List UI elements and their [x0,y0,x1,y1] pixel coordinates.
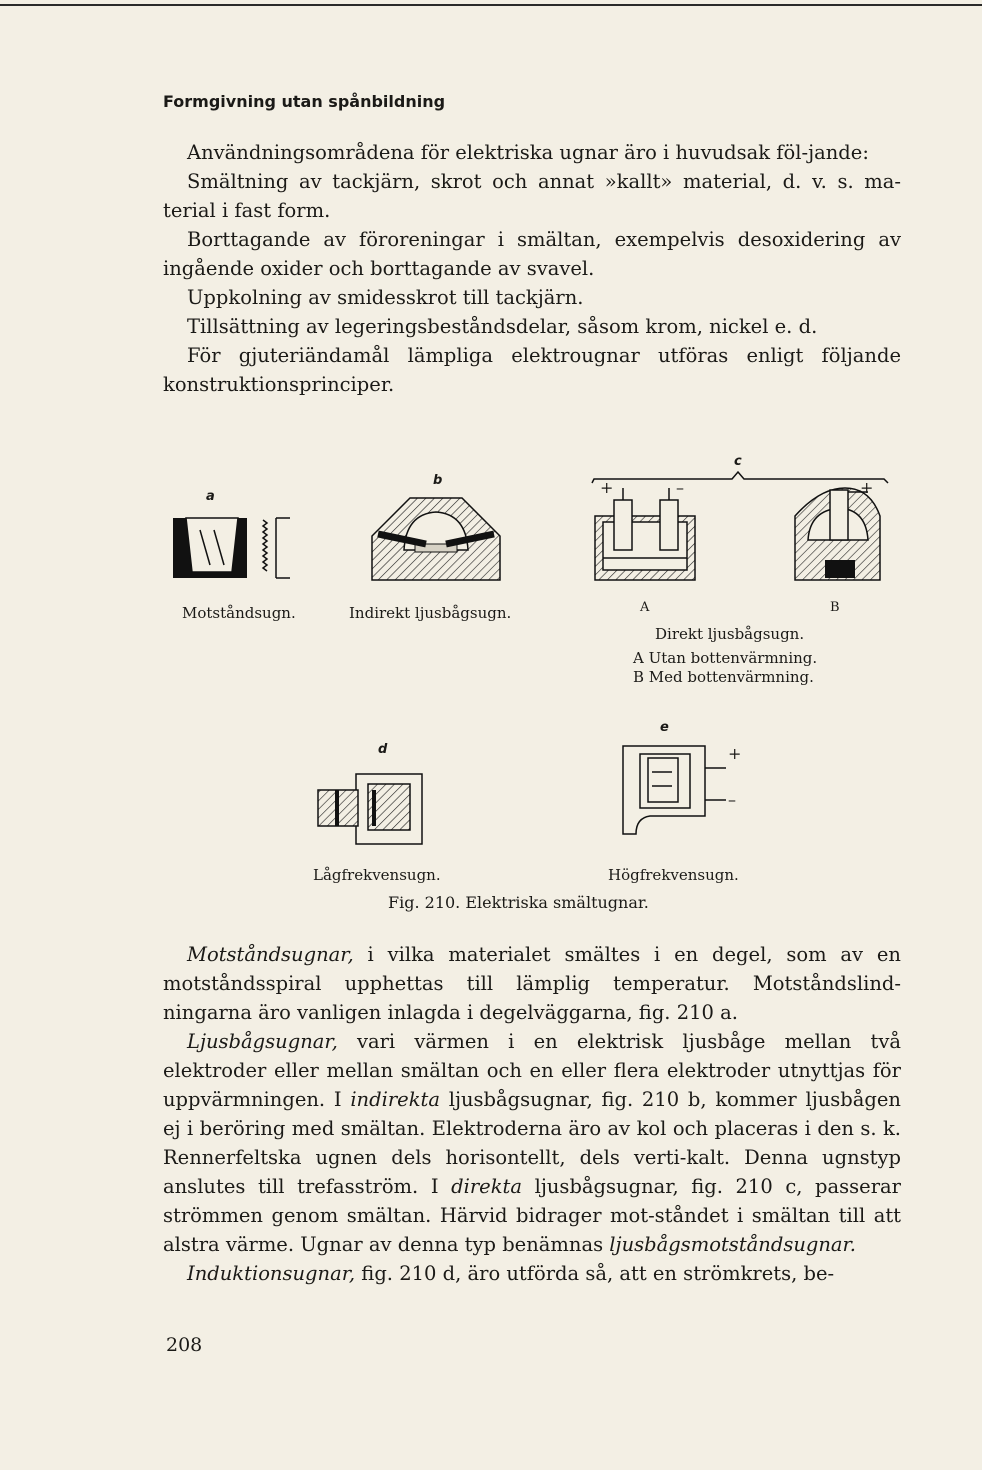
caption-e: Högfrekvensugn. [608,866,739,884]
figure-caption: Fig. 210. Elektriska smältugnar. [388,893,649,912]
furnace-cB-electrode [830,490,848,540]
furnace-a-drawing [173,518,290,578]
term-induktionsugnar: Induktionsugnar, [187,1262,356,1285]
furnace-a-coil [263,520,267,571]
furnace-cB-drawing [795,488,880,580]
caption-a: Motståndsugn. [182,604,296,622]
furnace-e-crucible [648,758,678,802]
figure-label-d: d [378,742,388,757]
furnace-b-drawing [372,498,500,580]
figure-label-a: a [206,489,215,504]
paragraph-ljusbagsugnar: Ljusbågsugnar, vari värmen i en elektrisk ljusbåge mellan två elektroder eller mellan smältan och en eller flera elektroder utnyttjas för uppvärmningen. I indirekta ljusbågsugnar, fig. 210 b, kommer ljusbågen ej i beröring med smältan. Elektroderna äro av kol och placeras i den s. k. Rennerfeltska ugnen dels horisontellt, dels verti-kalt. Denna ugnstyp anslutes till trefasström. I direkta ljusbågsugnar, fig. 210 c, passerar strömmen genom smältan. Härvid bidrager mot-ståndet i smältan till att alstra värme. Ugnar av denna typ benämnas ljusbågsmotståndsugnar. [163,1030,901,1256]
intro-line: Tillsättning av legeringsbeståndsdelar, såsom krom, nickel e. d. [187,315,818,338]
intro-line: Uppkolning av smidesskrot till tackjärn. [187,286,584,309]
paragraph-induktionsugnar: Induktionsugnar, fig. 210 d, äro utförda så, att en strömkrets, be- [187,1262,835,1285]
furnace-cA-electrode-right [660,500,678,550]
furnace-cA-drawing [595,488,695,580]
caption-c-title: Direkt ljusbågsugn. [655,625,805,643]
polarity-minus: – [728,790,736,809]
furnace-cB-bottom-electrode [825,560,855,578]
top-rule [0,4,982,6]
caption-label-B: B [830,600,840,615]
intro-line: Borttagande av föroreningar i smältan, exempelvis desoxidering av ingående oxider och borttagande av svavel. [163,228,901,280]
intro-line: Användningsområdena för elektriska ugnar äro i huvudsak föl-jande: [187,141,869,164]
body-text [163,940,901,1288]
term-motstandsugnar: Motståndsugnar, [187,943,354,966]
caption-c-A: A Utan bottenvärmning. [633,649,818,667]
page-number: 208 [166,1334,203,1356]
furnace-cA-electrode-left [614,500,632,550]
intro-line: Smältning av tackjärn, skrot och annat »kallt» material, d. v. s. ma-terial i fast form. [163,170,901,222]
caption-d: Lågfrekvensugn. [313,866,441,884]
figure-label-b: b [433,473,443,488]
intro-line: För gjuteriändamål lämpliga elektrougnar utföras enligt följande konstruktionsprinciper. [163,344,901,396]
figure-label-e: e [660,720,669,735]
paragraph-motstandsugnar: Motståndsugnar, i vilka materialet smältes i en degel, som av en motståndsspiral upphettas till lämplig temperatur. Motståndslind-ningarna äro vanligen inlagda i degelväggarna, fig. 210 a. [163,943,901,1024]
caption-b: Indirekt ljusbågsugn. [349,604,512,622]
figure-210-drawings [0,440,982,860]
term-ljusbagsugnar: Ljusbågsugnar, [187,1030,338,1053]
intro-text [163,138,901,399]
figure-c-bracket [592,472,888,483]
running-header: Formgivning utan spånbildning [163,92,446,111]
furnace-e-drawing [623,746,726,834]
caption-c-B: B Med bottenvärmning. [633,668,814,686]
polarity-plus: + [860,478,874,497]
furnace-a-crucible [186,518,238,572]
polarity-minus: – [676,478,684,497]
polarity-plus: + [728,744,742,763]
figure-label-c: c [734,454,742,469]
furnace-d-drawing [318,774,422,844]
caption-label-A: A [640,600,650,615]
polarity-plus: + [600,478,614,497]
